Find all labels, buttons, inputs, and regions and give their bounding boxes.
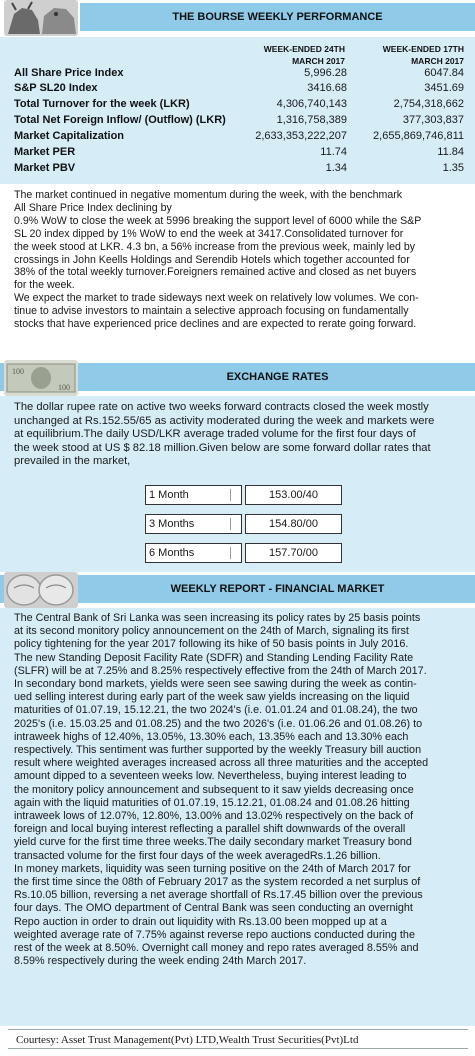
forward-period-cell: 6 Months [145, 543, 242, 563]
table-row: Market PER 11.74 11.84 [14, 146, 464, 158]
forward-period-cell: 3 Months [145, 514, 242, 534]
table-row: S&P SL20 Index 3416.68 3451.69 [14, 82, 464, 94]
dollar-bill-image [4, 360, 78, 396]
forward-rate-cell: 153.00/40 [245, 485, 342, 505]
exchange-title: EXCHANGE RATES [226, 371, 329, 383]
bourse-commentary: The market continued in negative momentum during the week, with the benchmark All Share Price Index declining by 0.9% WoW to close the week at 5996 breaking the support level of 6000 while the S&P SL 20 index dipped by 1% WoW to end the week at 3417.Consolidated turnover for the week stood at LKR. 4.3 bn, a 56% increase from the previous week, mainly led by crossings in John Keells Holdings and Serendib Hotels which together accounted for 38% of the total weekly turnover.Foreigners remained active and closed as net buyers for the week. We expect the market to trade sideways next week on relatively low volumes. We con- tinue to advise investors to maintain a selective approach focusing on fundamentally stocks that have experienced price declines and are expected to rerate going forward. [14, 189, 422, 331]
coins-image [4, 572, 78, 608]
table-row: Total Net Foreign Inflow/ (Outflow) (LKR) 1,316,758,389 377,303,837 [14, 114, 464, 126]
table-row: Market PBV 1.34 1.35 [14, 162, 464, 174]
financial-header [0, 572, 475, 608]
table-row: Total Turnover for the week (LKR) 4,306,740,143 2,754,318,662 [14, 98, 464, 110]
bull-bear-image [4, 0, 78, 36]
svg-text:100: 100 [12, 367, 24, 376]
exchange-commentary: The dollar rupee rate on active two weeks forward contracts closed the week mostly unchanged at Rs.152.55/65 as activity moderated during the week and markets were at equilibrium.The daily USD/LKR average traded volume for the first four days of the week stood at US $ 82.18 million.Given below are some forward dollar rates that prevailed in the market, [14, 401, 435, 468]
bourse-header [0, 0, 475, 36]
bourse-title: THE BOURSE WEEKLY PERFORMANCE [172, 11, 383, 23]
exchange-header [0, 360, 475, 396]
forward-rate-cell: 154.80/00 [245, 514, 342, 534]
table-row: All Share Price Index 5,996.28 6047.84 [14, 67, 464, 79]
column-header-previous-week: WEEK-ENDED 17TH MARCH 2017 [382, 44, 464, 66]
column-header-current-week: WEEK-ENDED 24TH MARCH 2017 [263, 44, 345, 66]
svg-text:100: 100 [58, 383, 70, 392]
forward-period-cell: 1 Month [145, 485, 242, 505]
forward-rate-cell: 157.70/00 [245, 543, 342, 563]
financial-commentary: The Central Bank of Sri Lanka was seen increasing its policy rates by 25 basis points at its second monitory policy announcement on the 24th of March, signaling its first policy tightening for the year 2017 following its hike of 50 basis points in July 2016. The new Standing Deposit Facility Rate (SDFR) and Standing Lending Facility Rate (SLFR) will be at 7.25% and 8.25% respectively effective from the 24th of March 2017. In secondary bond markets, yields were seen see sawing during the week as contin- ued selling interest during early part of the week saw yields increasing on the liquid maturities of 01.07.19, 15.12.21, the two 2024's (i.e. 01.01.24 and 01.08.24), the two 2025's (i.e. 15.03.25 and 01.08.25) and the two 2026's (i.e. 01.06.26 and 01.08.26) to intraweek highs of 12.40%, 13.05%, 13.30% each, 13.35% each and 13.30% each respectively. This sentiment was further supported by the weekly Treasury bill auction result where weighted averages increased across all three maturities and the accepted amount dipped to a seventeen weeks low. Nevertheless, buying interest leading to the monitory policy announcement and subsequent to it saw yields decreasing once again with the liquid maturities of 01.07.19, 15.12.21, 01.08.24 and 01.08.26 hitting intraweek lows of 12.07%, 12.80%, 13.00% and 13.02% respectively on the back of foreign and local buying interest reflecting a parallel shift downwards of the overall yield curve for the first time three weeks.The daily secondary market Treasury bond transacted volume for the first four days of the week averagedRs.1.26 billion. In money markets, liquidity was seen turning positive on the 24th of March 2017 for the first time since the 08th of February 2017 as the system recorded a net surplus of Rs.10.05 billion, reversing a net average shortfall of Rs.17.45 billion over the previous four days. The OMO department of Central Bank was seen conducting an overnight Repo auction in order to drain out liquidity with Rs.13.00 been mopped up at a weighted average rate of 7.75% against reverse repo auctions conducted during the rest of the week at 8.50%. Overnight call money and repo rates averaged 8.55% and 8.59% respectively during the week ending 24th March 2017. [14, 612, 429, 968]
financial-title: WEEKLY REPORT - FINANCIAL MARKET [170, 583, 385, 595]
courtesy-footer: Courtesy: Asset Trust Management(Pvt) LTD,Wealth Trust Securities(Pvt)Ltd [8, 1029, 468, 1049]
table-row: Market Capitalization 2,633,353,222,207 2,655,869,746,811 [14, 130, 464, 142]
